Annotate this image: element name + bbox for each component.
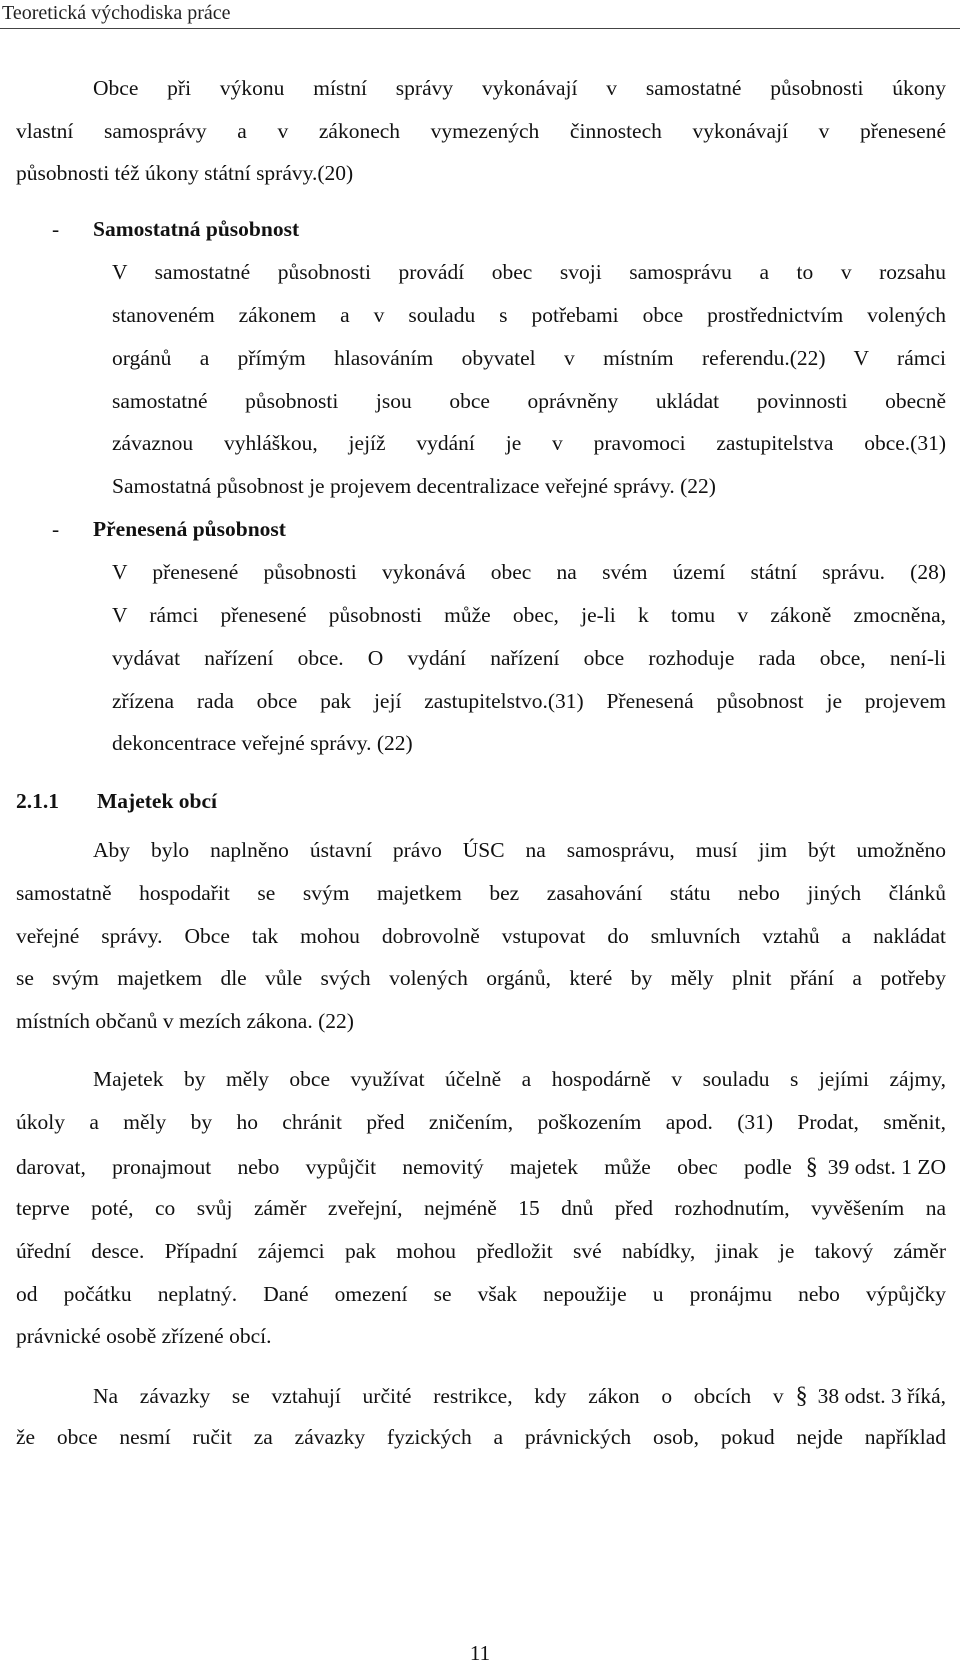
para2-line-5: úřední desce. Případní zájemci pak mohou předložit své nabídky, jinak je takový záměr (16, 1239, 946, 1263)
para2-line-4: teprve poté, co svůj záměr zveřejní, nejméně 15 dnů před rozhodnutím, vyvěšením na (16, 1196, 946, 1220)
para1-line-4: se svým majetkem dle vůle svých volených orgánů, které by měly plnit přání a potřeby (16, 966, 946, 990)
prenesena-line-3: vydávat nařízení obce. O vydání nařízení obce rozhoduje rada obce, není-li (112, 646, 946, 670)
prenesena-line-1: V přenesené působnosti vykonává obec na svém území státní správu. (28) (112, 560, 946, 584)
para1-line-1: Aby bylo naplněno ústavní právo ÚSC na samosprávu, musí jim být umožněno (93, 838, 946, 862)
page-number: 11 (469, 1641, 491, 1665)
para3-line-1-ref: 38 odst. 3 říká, (817, 1384, 946, 1408)
prenesena-line-4: zřízena rada obce pak její zastupitelstvo.(31) Přenesená působnost je projevem (112, 689, 946, 713)
section-sign: § (805, 1154, 818, 1180)
para1-line-2: samostatně hospodařit se svým majetkem bez zasahování státu nebo jiných článků (16, 881, 946, 905)
section-number: 2.1.1 (16, 789, 59, 813)
samostatna-line-1: V samostatné působnosti provádí obec svoji samosprávu a to v rozsahu (112, 260, 946, 284)
intro-line-2: vlastní samosprávy a v zákonech vymezených činnostech vykonávají v přenesené (16, 119, 946, 143)
samostatna-line-5: závaznou vyhláškou, jejíž vydání je v pravomoci zastupitelstva obce.(31) (112, 431, 946, 455)
list-dash: - (52, 517, 60, 541)
para2-line-7: právnické osobě zřízené obcí. (16, 1324, 272, 1348)
para2-line-6: od počátku neplatný. Dané omezení se však nepoužije u pronájmu nebo výpůjčky (16, 1282, 946, 1306)
intro-line-3: působnosti též úkony státní správy.(20) (16, 161, 354, 185)
para3-line-2: že obce nesmí ručit za závazky fyzických a právnických osob, pokud nejde například (16, 1425, 946, 1449)
list-dash: - (52, 217, 60, 241)
prenesena-line-5: dekoncentrace veřejné správy. (22) (112, 731, 413, 755)
section-title: Majetek obcí (97, 789, 218, 813)
para1-line-5: místních občanů v mezích zákona. (22) (16, 1009, 354, 1033)
prenesena-line-2: V rámci přenesené působnosti může obec, je-li k tomu v zákoně zmocněna, (112, 603, 946, 627)
para2-line-1: Majetek by měly obce využívat účelně a hospodárně v souladu s jejími zájmy, (93, 1067, 946, 1091)
running-title: Teoretická východiska práce (2, 2, 231, 24)
prenesena-heading: Přenesená působnost (93, 517, 286, 541)
section-sign: § (795, 1383, 808, 1409)
para2-line-3 (16, 1155, 946, 1179)
para3-line-1 (93, 1384, 946, 1408)
intro-line-1: Obce při výkonu místní správy vykonávají v samostatné působnosti úkony (93, 76, 946, 100)
para2-line-3-ref: 39 odst. 1 ZO (827, 1155, 946, 1179)
samostatna-line-6: Samostatná působnost je projevem decentralizace veřejné správy. (22) (112, 474, 716, 498)
samostatna-line-2: stanoveném zákonem a v souladu s potřebami obce prostřednictvím volených (112, 303, 946, 327)
para3-line-1-text: Na závazky se vztahují určité restrikce, kdy zákon o obcích v (93, 1384, 784, 1408)
para2-line-3-text: darovat, pronajmout nebo vypůjčit nemovitý majetek může obec podle (16, 1155, 792, 1179)
para2-line-2: úkoly a měly by ho chránit před zničením, poškozením apod. (31) Prodat, směnit, (16, 1110, 946, 1134)
samostatna-heading: Samostatná působnost (93, 217, 300, 241)
samostatna-line-4: samostatné působnosti jsou obce oprávněny ukládat povinnosti obecně (112, 389, 946, 413)
samostatna-line-3: orgánů a přímým hlasováním obyvatel v místním referendu.(22) V rámci (112, 346, 946, 370)
running-header (0, 0, 960, 29)
para1-line-3: veřejné správy. Obce tak mohou dobrovolně vstupovat do smluvních vztahů a nakládat (16, 924, 946, 948)
